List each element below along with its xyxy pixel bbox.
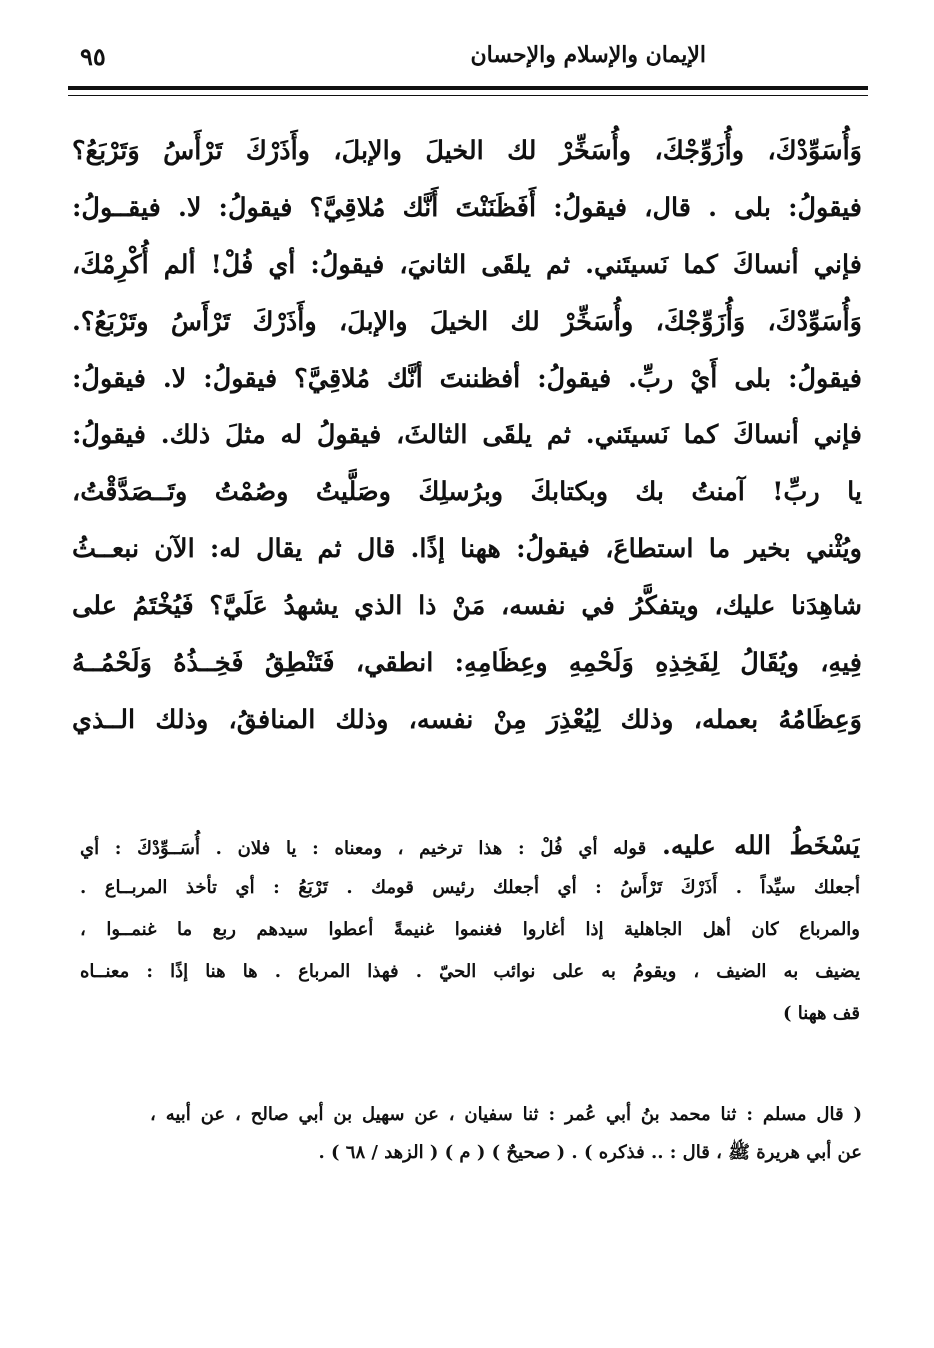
text-line: فإني أنساكَ كما نَسيتَني. ثم يلقَى الثالثَ، فيقولُ له مثلَ ذلك. فيقولُ: (72, 420, 862, 451)
text-line: فيقولُ: بلى . قال، فيقولُ: أَفَظَنَنْتَ أَنَّك مُلاقِيَّ؟ فيقولُ: لا. فيقــولُ: (72, 192, 862, 223)
note-line: قف ههنا ) (783, 1003, 860, 1024)
note-line: أجعلك سيِّداً . أَذَرْكَ تَرْأَسُ : أي أجعلك رئيس قومك . تَرْبَعُ : أي تأخذ المربــاع . (80, 877, 860, 898)
page-number: ٩٥ (80, 42, 106, 71)
note-text: قوله أي فُلْ : هذا ترخيم ، ومعناه : يا فلان . أُسَــوِّدْكَ : أي (80, 838, 647, 859)
text-line: فيقولُ: بلى أَيْ ربِّ. فيقولُ: أفظننتَ أنَّك مُلاقِيَّ؟ فيقولُ: لا. فيقولُ: (72, 363, 862, 394)
text-line: فإني أنساكَ كما نَسيتَني. ثم يلقَى الثانيَ، فيقولُ: أي فُلْ! ألم أُكْرِمْكَ، (72, 249, 862, 280)
reference-line: عن أبي هريرة ﷺ ، قال : .. فذكره ) . ( صحيحٌ ) ( م ) ( الزهد / ٦٨ ) . (318, 1142, 862, 1163)
hadith-text (72, 123, 862, 749)
text-line: يا ربِّ! آمنتُ بك وبكتابكَ وبرُسلِكَ وصَلَّيتُ وصُمْتُ وتَــصَدَّقْتُ، (72, 477, 862, 508)
text-line: وَعِظَامُهُ بعمله، وذلك لِيُعْذِرَ مِنْ نفسه، وذلك المنافقُ، وذلك الــذي (72, 704, 862, 735)
text-line: وَأُسَوِّدْكَ، وأُزَوِّجْكَ، وأُسَخِّرْ لك الخيلَ والإبلَ، وأَذَرْكَ تَرْأَسُ وَتَرْبَعُ؟ (72, 136, 862, 166)
header-rule-thin (68, 95, 868, 96)
reference-line: ( قال مسلم : ثنا محمد بنُ أبي عُمر : ثنا سفيان ، عن سهيل بن أبي صالح ، عن أبيه ، (150, 1104, 862, 1125)
text-line: وَأُسَوِّدْكَ، وَأُزَوِّجْكَ، وأُسَخِّرْ لك الخيلَ والإبلَ، وأَذَرْكَ تَرْأَسُ وتَرْبَعُ؟. (72, 306, 862, 337)
hadith-source-reference (150, 1096, 862, 1172)
note-line: يضيف به الضيف ، ويقومُ به على نوائب الحيّ . فهذا المرباع . ها هنا إذًا : معنــاه (80, 961, 860, 982)
note-line: والمرباع كان أهل الجاهلية إذا أغاروا فغنموا غنيمةً أعطوا سيدهم ربع ما غنمــوا ، (80, 919, 860, 940)
page-header (68, 38, 868, 82)
header-rule-thick (68, 86, 868, 90)
text-line: فِيهِ، ويُقَالُ لِفَخِذِهِ وَلَحْمِهِ وعِظَامِهِ: انطقي، فَتَنْطِقُ فَخِــذُهُ وَلَحْمُــهُ (72, 648, 862, 679)
text-line: ويُثْني بخير ما استطاعَ، فيقولُ: ههنا إذًا. قال ثم يقال له: الآن نبعــثُ (72, 534, 862, 565)
text-line: شاهِدَنا عليك، ويتفكَّرُ في نفسه، مَنْ ذا الذي يشهدُ عَلَيَّ؟ فَيُخْتَمُ على (72, 591, 862, 622)
explanatory-note (80, 825, 860, 1035)
running-title: الإيمان والإسلام والإحسان (470, 42, 706, 68)
hadith-ending: يَسْخَطُ الله عليه. (661, 831, 860, 861)
note-line (80, 825, 860, 867)
